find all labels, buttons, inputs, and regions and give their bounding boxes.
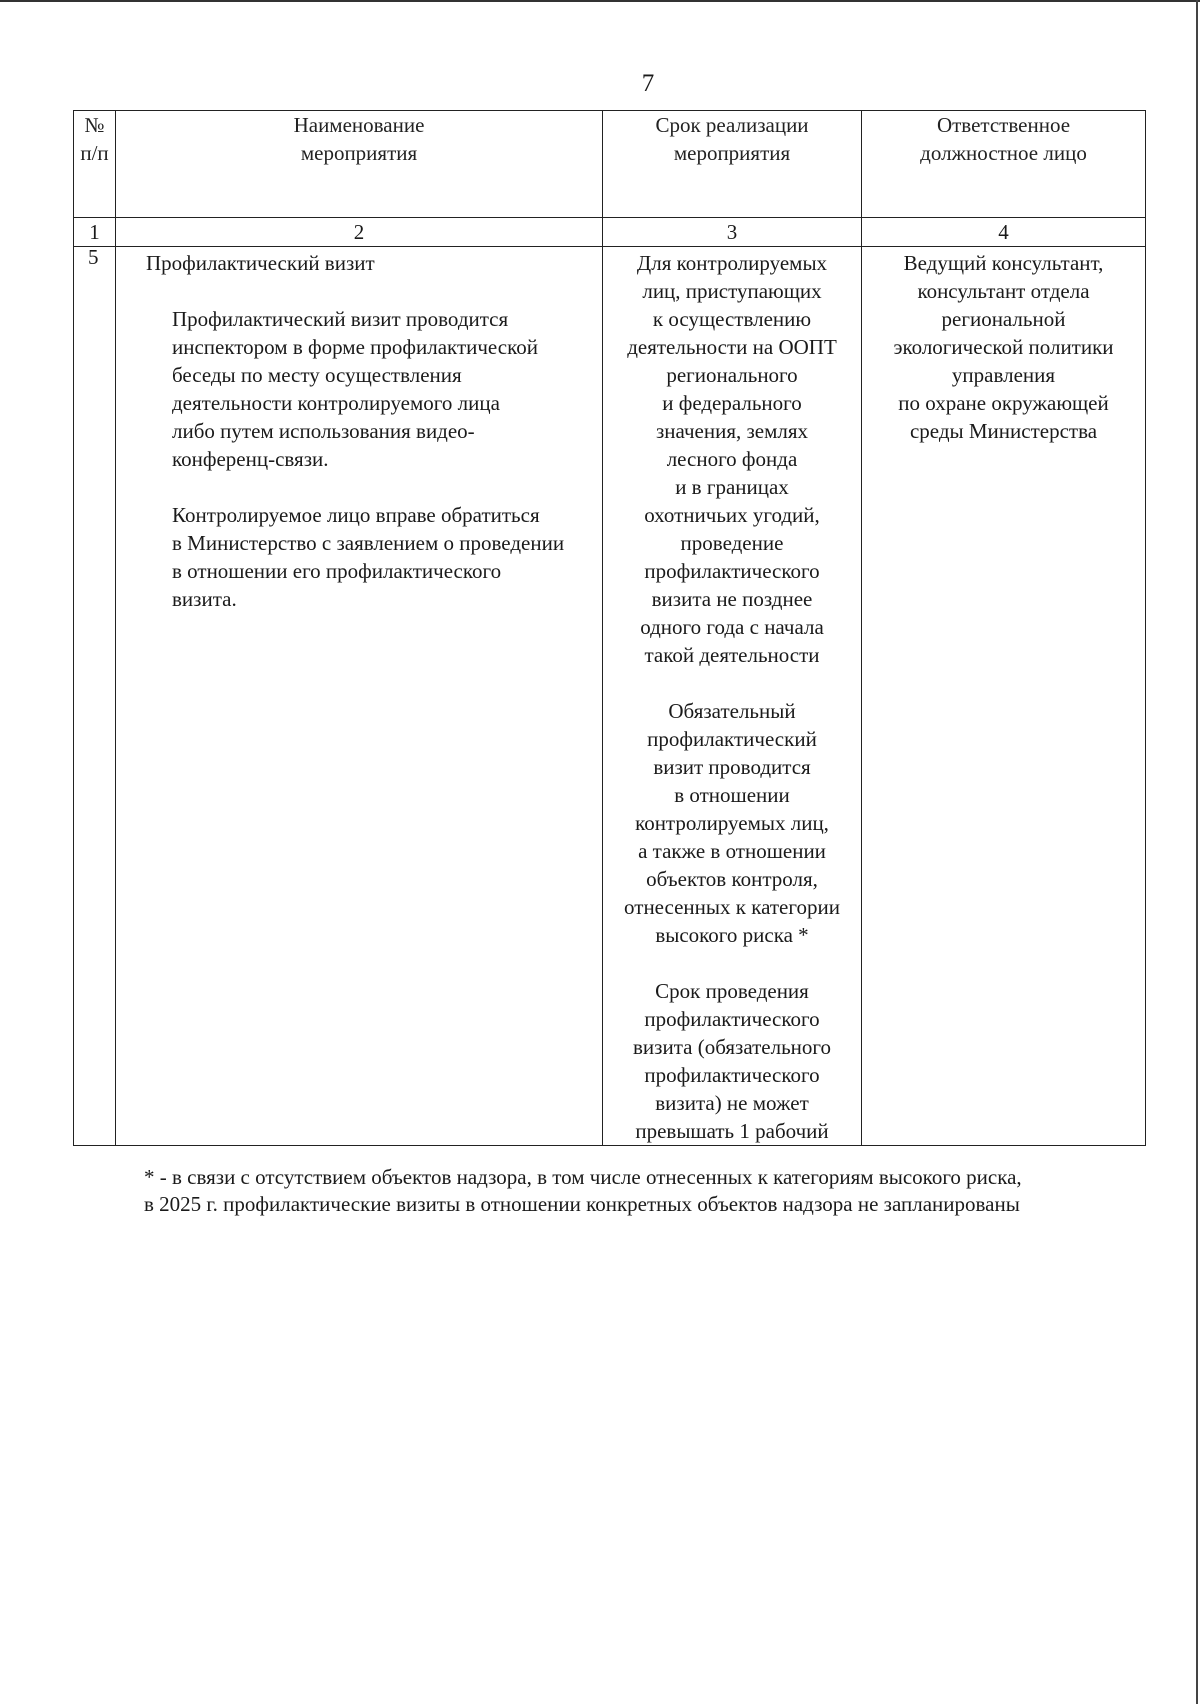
header-name: Наименование мероприятия	[116, 111, 603, 218]
row-number-cell	[74, 247, 116, 1146]
table-row	[74, 247, 1146, 1146]
event-name-cell	[116, 247, 603, 1146]
page-number: 7	[641, 70, 655, 97]
scan-right-edge	[1196, 0, 1198, 1704]
column-index-3: 3	[603, 218, 862, 247]
term-paragraph: Срок проведения профилактического визита (обязательного профилактического визита) не может превышать 1 рабочий	[633, 979, 831, 1143]
table-header-row	[74, 111, 1146, 218]
event-title: Профилактический визит	[146, 251, 375, 275]
header-number: № п/п	[74, 111, 116, 218]
event-description: Профилактический визит проводится инспектором в форме профилактической беседы по месту осуществления деятельности контролируемого лица либо путем использования видео- конференц-связи.	[172, 307, 538, 471]
scan-top-edge	[0, 0, 1200, 2]
event-note: Контролируемое лицо вправе обратиться в Министерство с заявлением о проведении в отношении его профилактического визита.	[172, 503, 565, 611]
column-index-row	[74, 218, 1146, 247]
column-index-2: 2	[116, 218, 603, 247]
responsible-person: Ведущий консультант, консультант отдела региональной экологической политики управления по охране окружающей среды Министерства	[893, 251, 1114, 443]
column-index-1: 1	[74, 218, 116, 247]
header-responsible: Ответственное должностное лицо	[862, 111, 1146, 218]
footnote: * - в связи с отсутствием объектов надзора, в том числе отнесенных к категориям высокого риска, в 2025 г. профилактические визиты в отношении конкретных объектов надзора не запланированы	[144, 1165, 1022, 1216]
term-paragraph: Для контролируемых лиц, приступающих к осуществлению деятельности на ООПТ регионального и федерального значения, землях лесного фонда и в границах охотничьих угодий, проведение профилактического визита не позднее одного года с начала такой деятельности	[627, 251, 837, 667]
event-term-cell	[603, 247, 862, 1146]
events-table	[73, 110, 1146, 1146]
column-index-4: 4	[862, 218, 1146, 247]
row-number: 5	[88, 245, 99, 269]
term-paragraph: Обязательный профилактический визит проводится в отношении контролируемых лиц, а также в отношении объектов контроля, отнесенных к категории высокого риска *	[624, 699, 840, 947]
responsible-person-cell	[862, 247, 1146, 1146]
header-term: Срок реализации мероприятия	[603, 111, 862, 218]
